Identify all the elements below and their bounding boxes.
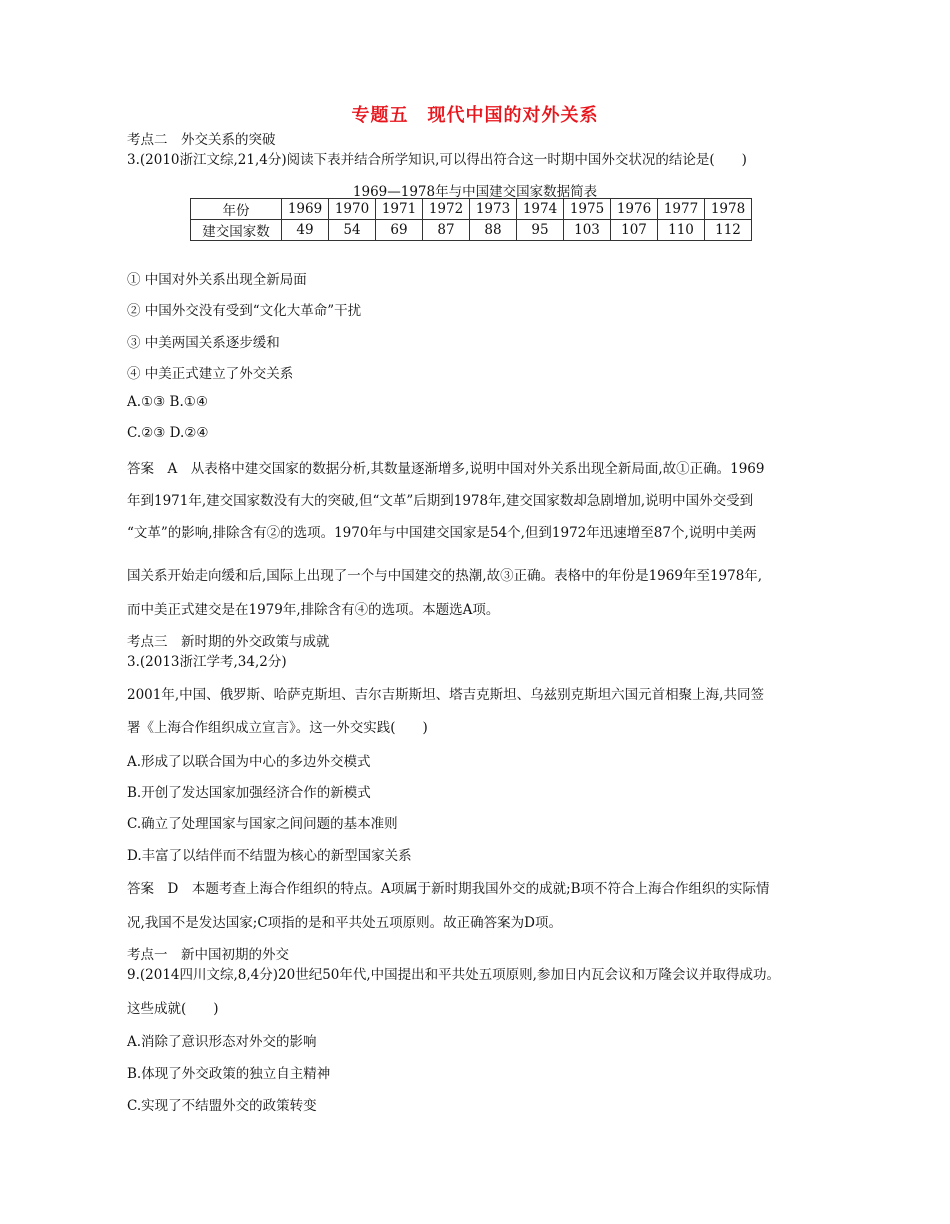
answer-option: C.②③ D.②④ xyxy=(127,425,209,441)
table-cell: 112 xyxy=(705,220,752,241)
table-cell: 1971 xyxy=(376,199,423,220)
table-cell: 1978 xyxy=(705,199,752,220)
question-text: 3.(2013浙江学考,34,2分) xyxy=(127,654,287,670)
table-cell: 110 xyxy=(658,220,705,241)
answer-option: B.体现了外交政策的独立自主精神 xyxy=(127,1066,331,1082)
table-cell: 88 xyxy=(470,220,517,241)
table-cell: 107 xyxy=(611,220,658,241)
answer-explanation: 答案 A 从表格中建交国家的数据分析,其数量逐渐增多,说明中国对外关系出现全新局面,故①正确。1969 xyxy=(127,461,765,477)
answer-option: D.丰富了以结伴而不结盟为核心的新型国家关系 xyxy=(127,848,412,864)
answer-explanation: 答案 D 本题考查上海合作组织的特点。A项属于新时期我国外交的成就;B项不符合上海合作组织的实际情 xyxy=(127,881,770,897)
table-cell: 1977 xyxy=(658,199,705,220)
question-text: 3.(2010浙江文综,21,4分)阅读下表并结合所学知识,可以得出符合这一时期中国外交状况的结论是( ) xyxy=(127,152,747,168)
table-cell: 69 xyxy=(376,220,423,241)
answer-option: A.形成了以联合国为中心的多边外交模式 xyxy=(127,754,371,770)
table-cell: 1975 xyxy=(564,199,611,220)
answer-option: A.①③ B.①④ xyxy=(127,394,208,410)
table-cell: 54 xyxy=(329,220,376,241)
section-heading-diplomatic-breakthrough: 考点二 外交关系的突破 xyxy=(127,132,276,148)
answer-option: C.确立了处理国家与国家之间问题的基本准则 xyxy=(127,816,398,832)
question-stem: 署《上海合作组织成立宣言》。这一外交实践( ) xyxy=(127,720,428,736)
statement-item: ② 中国外交没有受到“文化大革命”干扰 xyxy=(127,303,362,319)
answer-explanation: 而中美正式建交是在1979年,排除含有④的选项。本题选A项。 xyxy=(127,602,500,618)
table-cell: 1973 xyxy=(470,199,517,220)
answer-option: B.开创了发达国家加强经济合作的新模式 xyxy=(127,785,371,801)
table-cell: 87 xyxy=(423,220,470,241)
answer-option: C.实现了不结盟外交的政策转变 xyxy=(127,1098,317,1114)
table-cell: 95 xyxy=(517,220,564,241)
table-row xyxy=(191,199,752,220)
question-stem: 2001年,中国、俄罗斯、哈萨克斯坦、吉尔吉斯斯坦、塔吉克斯坦、乌兹别克斯坦六国元首相聚上海,共同签 xyxy=(127,687,764,703)
answer-explanation: “文革”的影响,排除含有②的选项。1970年与中国建交国家是54个,但到1972年迅速增至87个,说明中美两 xyxy=(127,525,757,541)
table-row xyxy=(191,220,752,241)
table-cell: 1976 xyxy=(611,199,658,220)
table-cell: 49 xyxy=(282,220,329,241)
table-cell: 103 xyxy=(564,220,611,241)
table-cell: 1969 xyxy=(282,199,329,220)
table-cell: 1972 xyxy=(423,199,470,220)
answer-option: A.消除了意识形态对外交的影响 xyxy=(127,1034,317,1050)
answer-explanation: 况,我国不是发达国家;C项指的是和平共处五项原则。故正确答案为D项。 xyxy=(127,915,562,931)
section-heading-new-era-diplomacy: 考点三 新时期的外交政策与成就 xyxy=(127,634,330,650)
answer-explanation: 年到1971年,建交国家数没有大的突破,但“文革”后期到1978年,建交国家数却急剧增加,说明中国外交受到 xyxy=(127,493,754,509)
data-table xyxy=(190,198,752,241)
statement-item: ④ 中美正式建立了外交关系 xyxy=(127,366,294,382)
table-row-label: 年份 xyxy=(191,199,282,220)
statement-item: ③ 中美两国关系逐步缓和 xyxy=(127,335,280,351)
section-heading-early-prc-diplomacy: 考点一 新中国初期的外交 xyxy=(127,947,289,963)
table-cell: 1970 xyxy=(329,199,376,220)
answer-explanation: 国关系开始走向缓和后,国际上出现了一个与中国建交的热潮,故③正确。表格中的年份是1969年至1978年, xyxy=(127,568,763,584)
statement-item: ① 中国对外关系出现全新局面 xyxy=(127,272,307,288)
page-title: 专题五 现代中国的对外关系 xyxy=(351,105,599,126)
question-stem: 这些成就( ) xyxy=(127,1001,219,1017)
table-caption: 1969—1978年与中国建交国家数据简表 xyxy=(352,184,598,200)
question-text: 9.(2014四川文综,8,4分)20世纪50年代,中国提出和平共处五项原则,参加日内瓦会议和万隆会议并取得成功。 xyxy=(127,967,780,983)
table-row-label: 建交国家数 xyxy=(191,220,282,241)
table-cell: 1974 xyxy=(517,199,564,220)
